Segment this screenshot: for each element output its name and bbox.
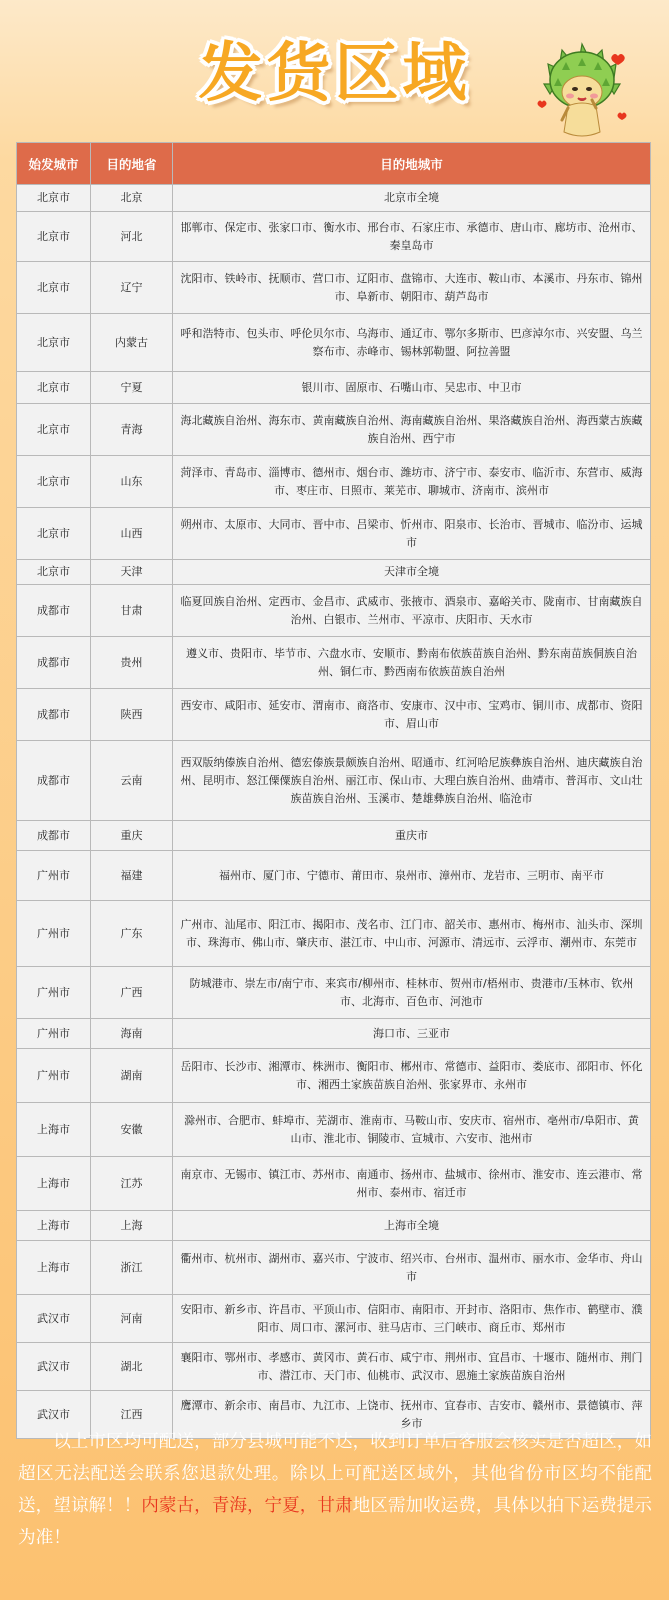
destination-province-cell: 广西 <box>91 967 173 1019</box>
destination-province-cell: 天津 <box>91 560 173 585</box>
table-row <box>17 741 651 821</box>
destination-cities-cell: 北京市全境 <box>173 185 651 212</box>
header <box>0 0 669 142</box>
destination-cities-cell: 滁州市、合肥市、蚌埠市、芜湖市、淮南市、马鞍山市、安庆市、宿州市、亳州市/阜阳市、黄山市、淮北市、铜陵市、宣城市、六安市、池州市 <box>173 1103 651 1157</box>
destination-cities-cell: 临夏回族自治州、定西市、金昌市、武威市、张掖市、酒泉市、嘉峪关市、陇南市、甘南藏族自治州、白银市、兰州市、平凉市、庆阳市、天水市 <box>173 585 651 637</box>
header-destination-cities: 目的地城市 <box>173 143 651 185</box>
destination-province-cell: 贵州 <box>91 637 173 689</box>
destination-province-cell: 广东 <box>91 901 173 967</box>
origin-city-cell: 武汉市 <box>17 1391 91 1439</box>
origin-city-cell: 广州市 <box>17 967 91 1019</box>
origin-city-cell: 广州市 <box>17 901 91 967</box>
origin-city-cell: 成都市 <box>17 689 91 741</box>
destination-cities-cell: 广州市、汕尾市、阳江市、揭阳市、茂名市、江门市、韶关市、惠州市、梅州市、汕头市、深圳市、珠海市、佛山市、肇庆市、湛江市、中山市、河源市、清远市、云浮市、潮州市、东莞市 <box>173 901 651 967</box>
table-row <box>17 1211 651 1241</box>
origin-city-cell: 北京市 <box>17 185 91 212</box>
destination-province-cell: 湖北 <box>91 1343 173 1391</box>
destination-cities-cell: 沈阳市、铁岭市、抚顺市、营口市、辽阳市、盘锦市、大连市、鞍山市、本溪市、丹东市、锦州市、阜新市、朝阳市、葫芦岛市 <box>173 262 651 314</box>
table-row <box>17 821 651 851</box>
destination-cities-cell: 银川市、固原市、石嘴山市、吴忠市、中卫市 <box>173 372 651 404</box>
delivery-table <box>16 142 650 1439</box>
destination-province-cell: 河北 <box>91 212 173 262</box>
origin-city-cell: 上海市 <box>17 1103 91 1157</box>
header-destination-province: 目的地省 <box>91 143 173 185</box>
table-row <box>17 1343 651 1391</box>
table-row <box>17 851 651 901</box>
destination-cities-cell: 襄阳市、鄂州市、孝感市、黄冈市、黄石市、咸宁市、荆州市、宜昌市、十堰市、随州市、荆门市、潜江市、天门市、仙桃市、武汉市、恩施土家族苗族自治州 <box>173 1343 651 1391</box>
origin-city-cell: 成都市 <box>17 637 91 689</box>
destination-cities-cell: 上海市全境 <box>173 1211 651 1241</box>
note-highlight-regions: 内蒙古，青海，宁夏，甘肃 <box>141 1496 353 1516</box>
destination-province-cell: 青海 <box>91 404 173 456</box>
origin-city-cell: 上海市 <box>17 1157 91 1211</box>
destination-cities-cell: 天津市全境 <box>173 560 651 585</box>
destination-cities-cell: 呼和浩特市、包头市、呼伦贝尔市、乌海市、通辽市、鄂尔多斯市、巴彦淖尔市、兴安盟、乌兰察布市、赤峰市、锡林郭勒盟、阿拉善盟 <box>173 314 651 372</box>
destination-cities-cell: 西双版纳傣族自治州、德宏傣族景颇族自治州、昭通市、红河哈尼族彝族自治州、迪庆藏族自治州、昆明市、怒江傈僳族自治州、丽江市、保山市、大理白族自治州、曲靖市、普洱市、文山壮族苗族自治州、玉溪市、楚雄彝族自治州、临沧市 <box>173 741 651 821</box>
origin-city-cell: 成都市 <box>17 821 91 851</box>
table-row <box>17 1049 651 1103</box>
destination-province-cell: 北京 <box>91 185 173 212</box>
origin-city-cell: 武汉市 <box>17 1295 91 1343</box>
origin-city-cell: 北京市 <box>17 456 91 508</box>
destination-cities-cell: 岳阳市、长沙市、湘潭市、株洲市、衡阳市、郴州市、常德市、益阳市、娄底市、邵阳市、怀化市、湘西土家族苗族自治州、张家界市、永州市 <box>173 1049 651 1103</box>
table-row <box>17 901 651 967</box>
origin-city-cell: 北京市 <box>17 262 91 314</box>
table-row <box>17 1103 651 1157</box>
table-row <box>17 1019 651 1049</box>
table-row <box>17 1157 651 1211</box>
destination-cities-cell: 衢州市、杭州市、湖州市、嘉兴市、宁波市、绍兴市、台州市、温州市、丽水市、金华市、舟山市 <box>173 1241 651 1295</box>
destination-cities-cell: 菏泽市、青岛市、淄博市、德州市、烟台市、潍坊市、济宁市、泰安市、临沂市、东营市、威海市、枣庄市、日照市、莱芜市、聊城市、济南市、滨州市 <box>173 456 651 508</box>
destination-province-cell: 上海 <box>91 1211 173 1241</box>
table-row <box>17 689 651 741</box>
destination-province-cell: 福建 <box>91 851 173 901</box>
destination-cities-cell: 朔州市、太原市、大同市、晋中市、吕梁市、忻州市、阳泉市、长治市、晋城市、临汾市、运城市 <box>173 508 651 560</box>
destination-cities-cell: 防城港市、崇左市/南宁市、来宾市/柳州市、桂林市、贺州市/梧州市、贵港市/玉林市、钦州市、北海市、百色市、河池市 <box>173 967 651 1019</box>
destination-province-cell: 海南 <box>91 1019 173 1049</box>
destination-province-cell: 浙江 <box>91 1241 173 1295</box>
table-row <box>17 262 651 314</box>
destination-cities-cell: 南京市、无锡市、镇江市、苏州市、南通市、扬州市、盐城市、徐州市、淮安市、连云港市、常州市、泰州市、宿迁市 <box>173 1157 651 1211</box>
table-header-row <box>17 143 651 185</box>
destination-province-cell: 重庆 <box>91 821 173 851</box>
origin-city-cell: 北京市 <box>17 314 91 372</box>
destination-province-cell: 甘肃 <box>91 585 173 637</box>
origin-city-cell: 广州市 <box>17 1019 91 1049</box>
table-row <box>17 508 651 560</box>
origin-city-cell: 广州市 <box>17 1049 91 1103</box>
destination-province-cell: 湖南 <box>91 1049 173 1103</box>
origin-city-cell: 北京市 <box>17 212 91 262</box>
origin-city-cell: 北京市 <box>17 372 91 404</box>
destination-province-cell: 辽宁 <box>91 262 173 314</box>
destination-province-cell: 江苏 <box>91 1157 173 1211</box>
page-title: 发货区域 <box>198 37 471 111</box>
destination-cities-cell: 海北藏族自治州、海东市、黄南藏族自治州、海南藏族自治州、果洛藏族自治州、海西蒙古族藏族自治州、西宁市 <box>173 404 651 456</box>
origin-city-cell: 上海市 <box>17 1211 91 1241</box>
table-row <box>17 585 651 637</box>
destination-province-cell: 内蒙古 <box>91 314 173 372</box>
destination-cities-cell: 福州市、厦门市、宁德市、莆田市、泉州市、漳州市、龙岩市、三明市、南平市 <box>173 851 651 901</box>
destination-province-cell: 云南 <box>91 741 173 821</box>
origin-city-cell: 北京市 <box>17 560 91 585</box>
destination-province-cell: 陕西 <box>91 689 173 741</box>
table-row <box>17 404 651 456</box>
table-row <box>17 967 651 1019</box>
delivery-note <box>18 1426 652 1554</box>
destination-cities-cell: 鹰潭市、新余市、南昌市、九江市、上饶市、抚州市、宜春市、吉安市、赣州市、景德镇市、萍乡市 <box>173 1391 651 1439</box>
destination-cities-cell: 邯郸市、保定市、张家口市、衡水市、邢台市、石家庄市、承德市、唐山市、廊坊市、沧州市、秦皇岛市 <box>173 212 651 262</box>
header-origin-city: 始发城市 <box>17 143 91 185</box>
destination-province-cell: 江西 <box>91 1391 173 1439</box>
table-row <box>17 456 651 508</box>
origin-city-cell: 上海市 <box>17 1241 91 1295</box>
destination-province-cell: 山东 <box>91 456 173 508</box>
destination-cities-cell: 西安市、咸阳市、延安市、渭南市、商洛市、安康市、汉中市、宝鸡市、铜川市、成都市、资阳市、眉山市 <box>173 689 651 741</box>
table-row <box>17 637 651 689</box>
table-row <box>17 1241 651 1295</box>
table-row <box>17 1295 651 1343</box>
table-row <box>17 560 651 585</box>
destination-cities-cell: 安阳市、新乡市、许昌市、平顶山市、信阳市、南阳市、开封市、洛阳市、焦作市、鹤壁市、濮阳市、周口市、漯河市、驻马店市、三门峡市、商丘市、郑州市 <box>173 1295 651 1343</box>
destination-cities-cell: 遵义市、贵阳市、毕节市、六盘水市、安顺市、黔南布依族苗族自治州、黔东南苗族侗族自治州、铜仁市、黔西南布依族苗族自治州 <box>173 637 651 689</box>
destination-cities-cell: 重庆市 <box>173 821 651 851</box>
destination-province-cell: 山西 <box>91 508 173 560</box>
note-text: 以上市区均可配送，部分县城可能不达，收到订单后客服会核实是否超区，如超区无法配送会联系您退款处理。除以上可配送区域外，其他省份市区均不能配送，望谅解！！ <box>18 1432 652 1516</box>
origin-city-cell: 广州市 <box>17 851 91 901</box>
origin-city-cell: 成都市 <box>17 741 91 821</box>
origin-city-cell: 北京市 <box>17 508 91 560</box>
table-row <box>17 185 651 212</box>
destination-province-cell: 河南 <box>91 1295 173 1343</box>
destination-province-cell: 安徽 <box>91 1103 173 1157</box>
table-row <box>17 372 651 404</box>
destination-cities-cell: 海口市、三亚市 <box>173 1019 651 1049</box>
table-row <box>17 314 651 372</box>
durian-mascot-icon <box>532 40 632 142</box>
destination-province-cell: 宁夏 <box>91 372 173 404</box>
table-row <box>17 212 651 262</box>
origin-city-cell: 武汉市 <box>17 1343 91 1391</box>
note-text-end: 地区需加收运费，具体以拍下运费提示为准！ <box>18 1496 652 1548</box>
origin-city-cell: 成都市 <box>17 585 91 637</box>
origin-city-cell: 北京市 <box>17 404 91 456</box>
